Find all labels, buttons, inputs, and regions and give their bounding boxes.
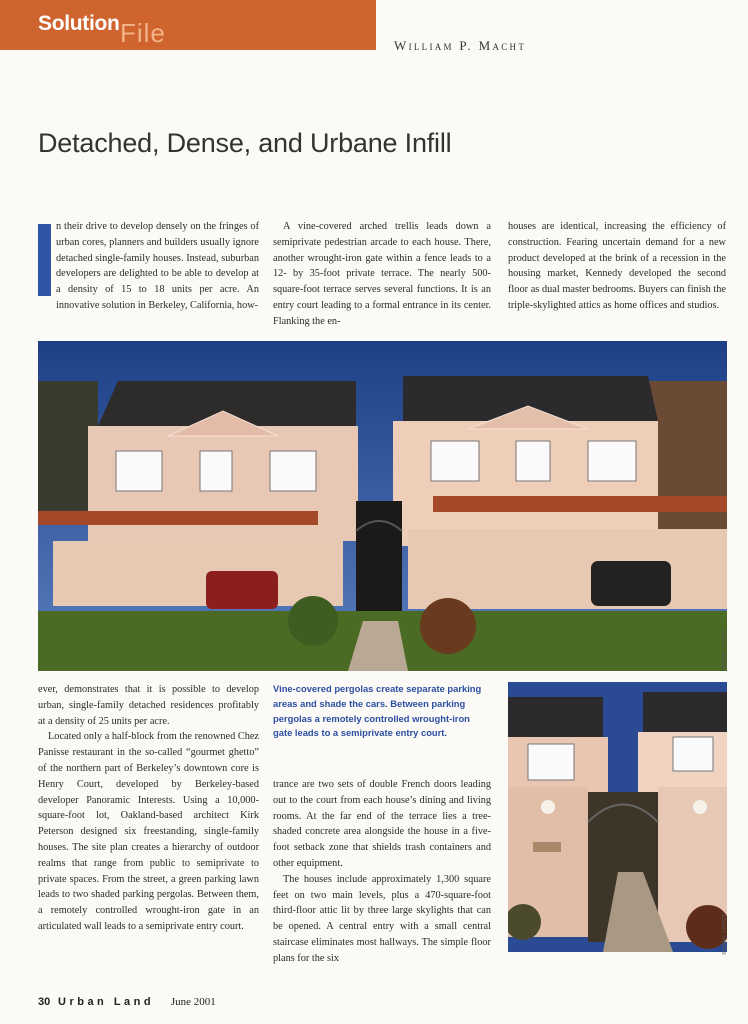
page-number: 30	[38, 996, 51, 1008]
drop-cap	[38, 224, 51, 296]
column-3-top	[508, 219, 726, 314]
photo-credit: ©MARK CITRET	[722, 913, 728, 955]
author-byline: William P. Macht	[394, 38, 527, 53]
paragraph: A vine-covered arched trellis leads down a semiprivate pedestrian arcade to each house. There, another wrought-iron gate within a fence leads to a 12- by 35-foot private terrace. The nearly 500-square-foot terrace serves several functions. It is an entry court leading to a formal entrance in its center. Flanking the en-	[273, 221, 491, 327]
column-2-top	[273, 219, 491, 330]
main-photo	[38, 341, 727, 671]
paragraph: ever, demonstrates that it is possible to develop urban, single-family detached residences profitably at a density of 25 units per acre.	[38, 684, 259, 727]
article-headline: Detached, Dense, and Urbane Infill	[38, 128, 452, 158]
column-1-bottom	[38, 682, 259, 935]
photo-caption: Vine-covered pergolas create separate parking areas and shade the cars. Between parking pergolas a remotely controlled wrought-iron gate leads to a semiprivate entry court.	[273, 683, 482, 739]
section-banner	[0, 0, 376, 50]
magazine-name: Urban Land	[58, 996, 155, 1008]
section-label-secondary: File	[120, 18, 166, 48]
page-footer	[38, 996, 216, 1008]
photo-credit: ©MARK CITRET	[722, 628, 728, 670]
paragraph: trance are two sets of double French doors leading out to the court from each house’s dining and living rooms. At the far end of the terrace lies a tree-shaded concrete area alongside the house in a five-foot setback zone that shields trash containers and other equipment.	[273, 779, 491, 869]
paragraph: Located only a half-block from the renowned Chez Panisse restaurant in the so-called “gourmet ghetto” of the northern part of Berkeley’s downtown core is Henry Court, developed by Berkeley-based developer Panoramic Interests. Using a 10,000-square-foot lot, Oakland-based architect Kirk Peterson designed six freestanding, single-family houses. The site plan creates a hierarchy of outdoor realms that range from public to semiprivate to private spaces. From the street, a green parking lawn leads to two shaded parking pergolas. Between them, a remotely controlled wrought-iron gate in an articulated wall leads to a semiprivate entry court.	[38, 731, 259, 932]
secondary-photo	[508, 682, 727, 952]
paragraph: houses are identical, increasing the efficiency of construction. Fearing uncertain demand for a new product developed at the brink of a recession in the housing market, Kennedy developed the second floor as dual master bedrooms. Buyers can finish the triple-skylighted attics as home offices and studios.	[508, 221, 726, 311]
issue-date: June 2001	[170, 996, 216, 1008]
section-label: Solution	[38, 12, 120, 35]
paragraph: n their drive to develop densely on the fringes of urban cores, planners and builders usually ignore detached single-family houses. Instead, suburban developers are delighted to be able to develop at a density of 15 to 18 units per acre. An innovative solution in Berkeley, California, how-	[56, 221, 259, 311]
paragraph: The houses include approximately 1,300 square feet on two main levels, plus a 470-square-foot third-floor attic lit by three large skylights that can be opened. A central entry with a small central staircase eliminates most hallways. The simple floor plans for the six	[273, 873, 491, 964]
column-1-top	[56, 219, 259, 314]
column-2-bottom	[273, 777, 491, 967]
